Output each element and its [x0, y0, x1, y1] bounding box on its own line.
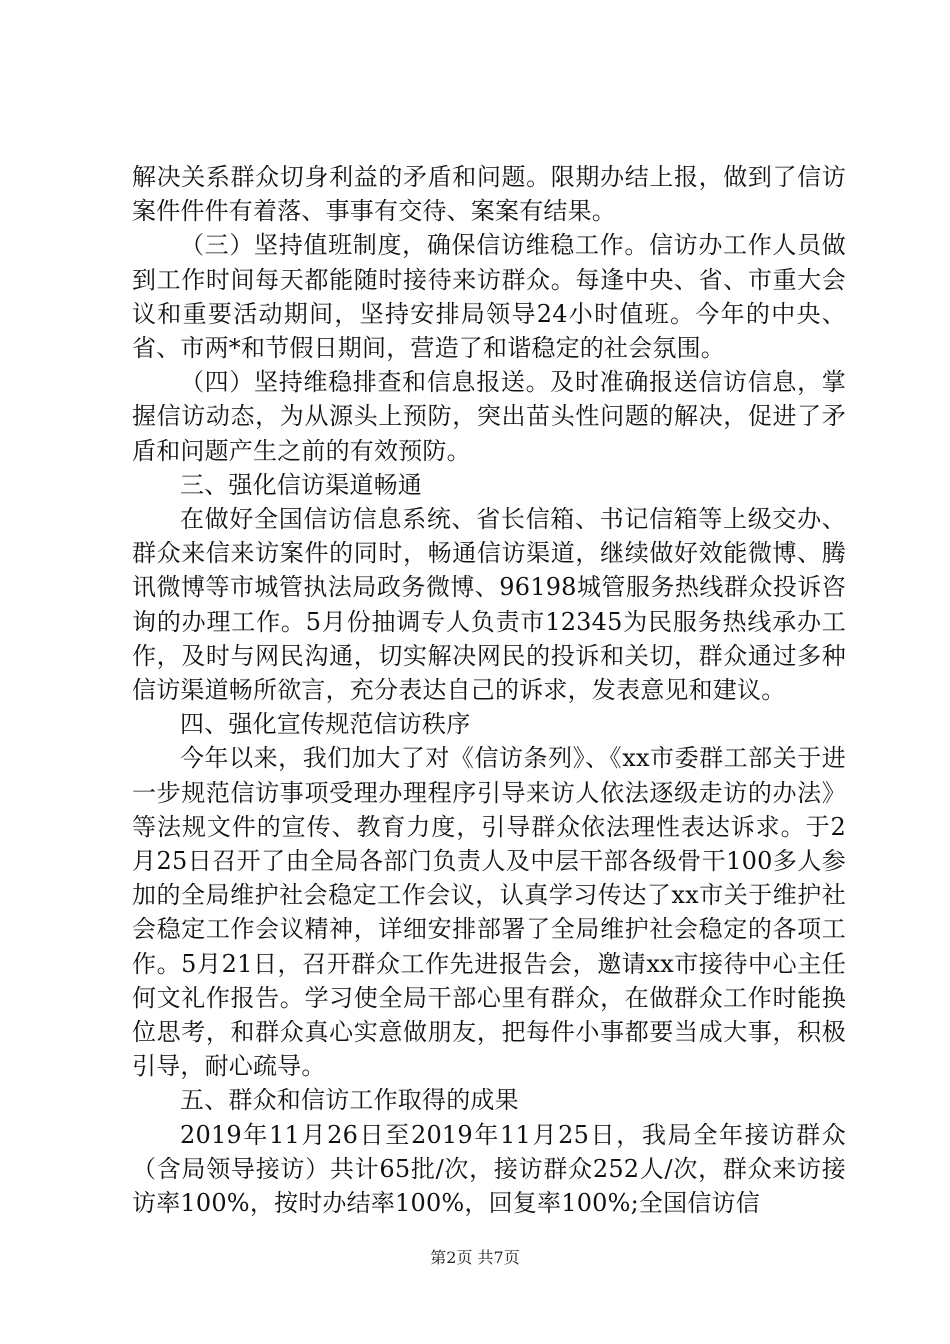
document-body: [132, 160, 846, 1220]
paragraph-publicity: 今年以来，我们加大了对《信访条列》、《xx市委群工部关于进一步规范信访事项受理办理程序引导来访人依法逐级走访的办法》等法规文件的宣传、教育力度，引导群众依法理性表达诉求。于2月25日召开了由全局各部门负责人及中层干部各级骨干100多人参加的全局维护社会稳定工作会议，认真学习传达了xx市关于维护社会稳定工作会议精神，详细安排部署了全局维护社会稳定的各项工作。5月21日，召开群众工作先进报告会，邀请xx市接待中心主任何文礼作报告。学习使全局干部心里有群众，在做群众工作时能换位思考，和群众真心实意做朋友，把每件小事都要当成大事，积极引导，耐心疏导。: [132, 744, 846, 1081]
paragraph-results: 2019年11月26日至2019年11月25日，我局全年接访群众（含局领导接访）共计65批/次，接访群众252人/次，群众来访接访率100%，按时办结率100%，回复率100%;全国信访信: [132, 1120, 846, 1218]
section-heading-5: 五、群众和信访工作取得的成果: [180, 1086, 519, 1115]
section-heading-3: 三、强化信访渠道畅通: [180, 470, 422, 499]
page-number-footer: 第2页 共7页: [430, 1248, 520, 1267]
paragraph-stability-check: （四）坚持维稳排查和信息报送。及时准确报送信访信息，掌握信访动态，为从源头上预防，突出苗头性问题的解决，促进了矛盾和问题产生之前的有效预防。: [132, 368, 846, 465]
section-heading-4: 四、强化宣传规范信访秩序: [180, 710, 471, 739]
paragraph-channels: 在做好全国信访信息系统、省长信箱、书记信箱等上级交办、群众来信来访案件的同时，畅通信访渠道，继续做好效能微博、腾讯微博等市城管执法局政务微博、96198城管服务热线群众投诉咨询的办理工作。5月份抽调专人负责市12345为民服务热线承办工作，及时与网民沟通，切实解决网民的投诉和关切，群众通过多种信访渠道畅所欲言，充分表达自己的诉求，发表意见和建议。: [132, 505, 846, 705]
paragraph-duty-system: （三）坚持值班制度，确保信访维稳工作。信访办工作人员做到工作时间每天都能随时接待来访群众。每逢中央、省、市重大会议和重要活动期间，坚持安排局领导24小时值班。今年的中央、省、市两*和节假日期间，营造了和谐稳定的社会氛围。: [132, 231, 846, 363]
paragraph-continuation: 解决关系群众切身利益的矛盾和问题。限期办结上报，做到了信访案件件件有着落、事事有交待、案案有结果。: [132, 163, 846, 226]
